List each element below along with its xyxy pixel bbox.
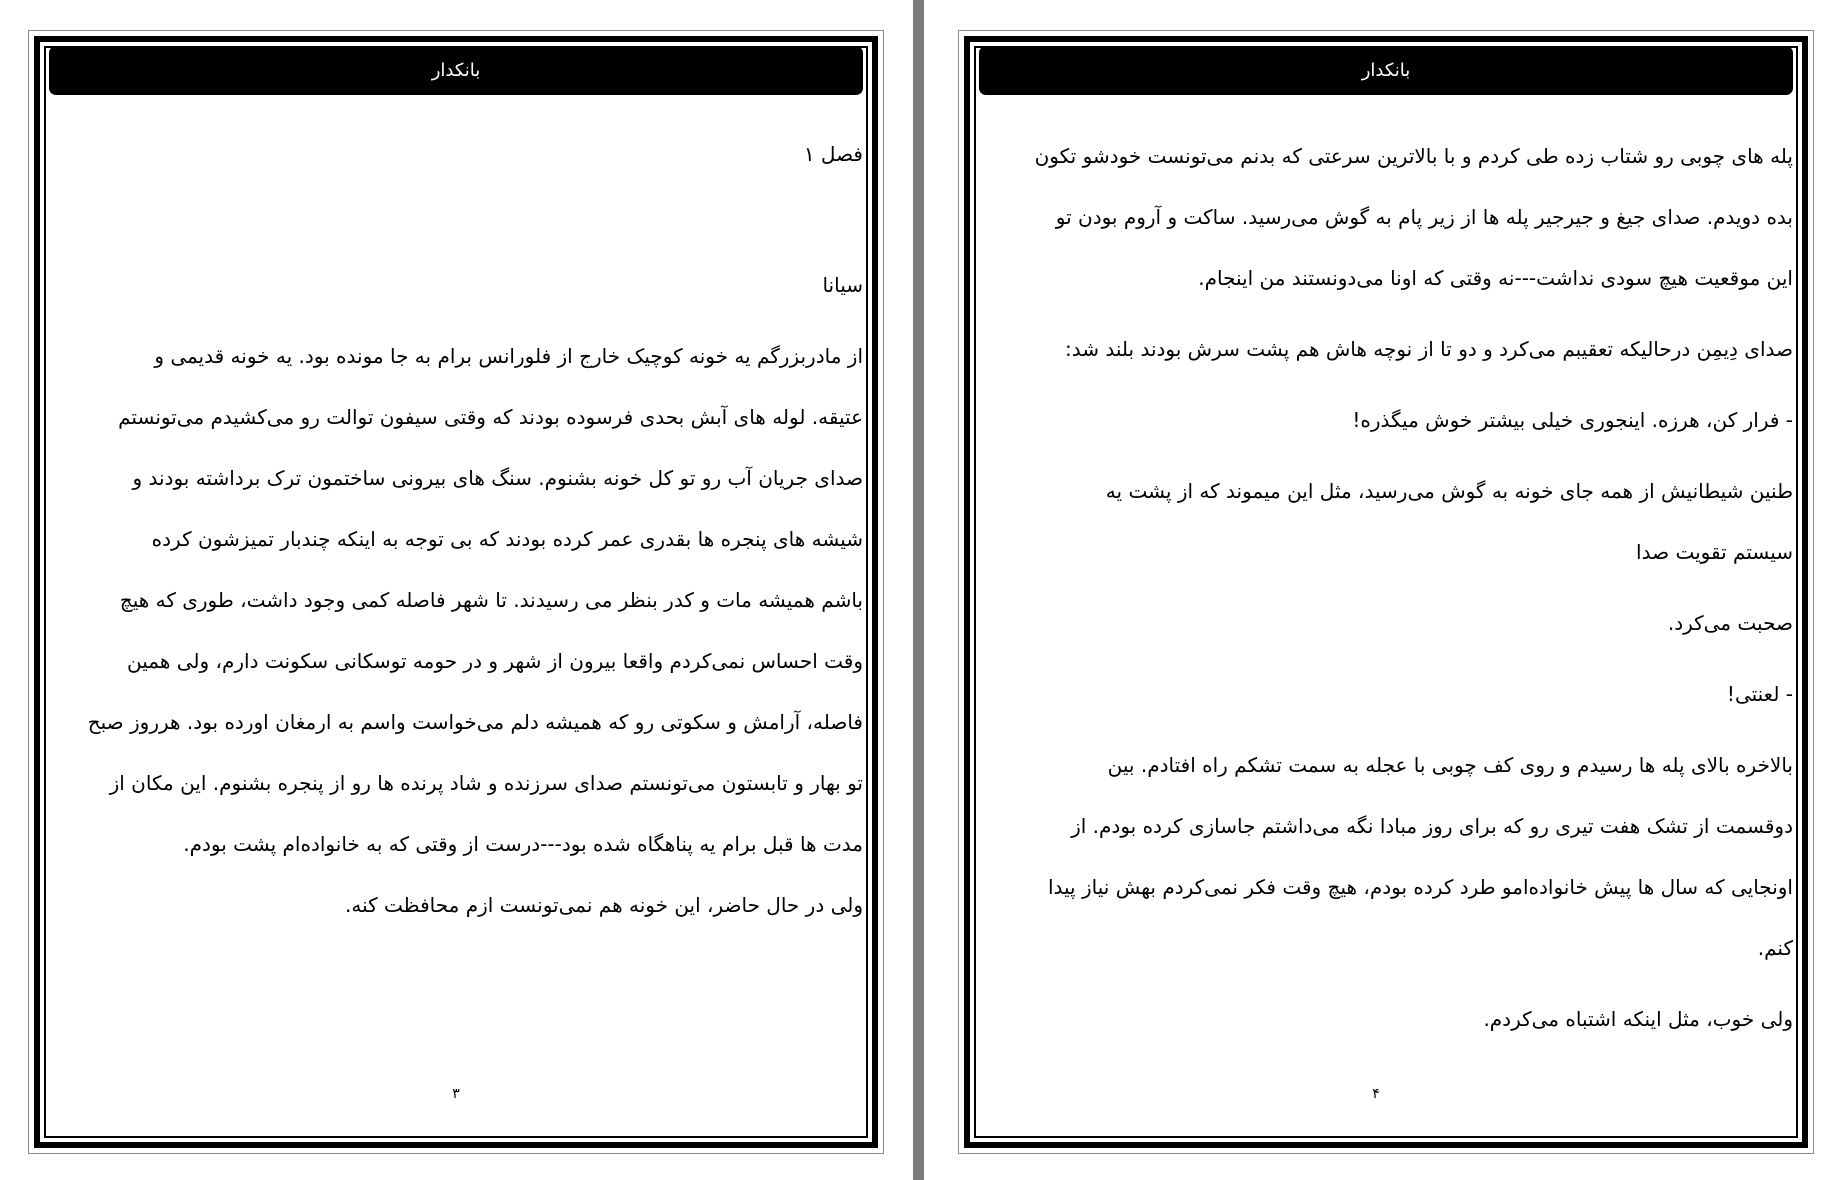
text-line: وقت احساس نمی‌کردم واقعا بیرون از شهر و در حومه توسکانی سکونت دارم، ولی همین	[127, 649, 863, 673]
text-line: صدای جریان آب رو تو کل خونه بشنوم. سنگ های بیرونی ساختمون ترک برداشته بودند و	[132, 466, 863, 490]
text-line: بده دویدم. صدای جیغ و جیرجیر پله ها از زیر پام به گوش می‌رسید. ساکت و آروم بودن تو	[1055, 205, 1793, 229]
text-line: پله های چوبی رو شتاب زده طی کردم و با بالاترین سرعتی که بدنم می‌تونست خودشو تکون	[1034, 144, 1793, 168]
text-line: دوقسمت از تشک هفت تیری رو که برای روز مبادا نگه می‌داشتم جاسازی کرده بودم. از	[1071, 814, 1793, 838]
text-line: عتیقه. لوله های آبش بحدی فرسوده بودند که وقتی سیفون توالت رو می‌کشیدم می‌تونستم	[118, 405, 863, 429]
paragraph	[1029, 126, 1793, 309]
text-line: از مادربزرگم یه خونه کوچیک خارج از فلورانس برام به جا مونده بود. یه خونه قدیمی و	[154, 344, 863, 368]
text-line: صدای دِیمِن درحالیکه تعقیبم می‌کرد و دو تا از نوچه هاش هم پشت سرش بودند بلند شد:	[1065, 337, 1793, 361]
page-number: ۴	[1372, 1086, 1380, 1102]
page-body	[1029, 126, 1793, 1050]
running-header: بانکدار	[979, 46, 1793, 95]
text-line: باشم همیشه مات و کدر بنظر می رسیدند. تا شهر فاصله کمی وجود داشت، طوری که هیچ	[119, 588, 863, 612]
paragraph	[1029, 989, 1793, 1050]
paragraph	[1029, 735, 1793, 979]
paragraph	[1029, 461, 1793, 583]
text-line: این موقعیت هیچ سودی نداشت---نه وقتی که اونا می‌دونستند من اینجام.	[1198, 266, 1793, 290]
dialogue-line	[1029, 664, 1793, 725]
text-line: شیشه های پنجره ها بقدری عمر کرده بودند که بی توجه به اینکه چندبار تمیزشون کرده	[151, 527, 863, 551]
text-line: طنین شیطانیش از همه جای خونه به گوش می‌رسید، مثل این میموند که از پشت یه	[1105, 479, 1793, 503]
text-line: ولی در حال حاضر، این خونه هم نمی‌تونست ازم محافظت کنه.	[345, 893, 863, 917]
paragraph	[109, 875, 863, 936]
page-number: ۳	[452, 1086, 460, 1102]
text-line: صحبت می‌کرد.	[1667, 611, 1793, 635]
text-line: - لعنتی!	[1726, 682, 1793, 706]
text-line: کنم.	[1757, 936, 1793, 960]
paragraph	[87, 326, 863, 875]
chapter-title: فصل ۱	[803, 142, 863, 166]
chapter-subtitle: سیانا	[822, 273, 863, 297]
text-line: مدت ها قبل برام یه پناهگاه شده بود---درست از وقتی که به خانواده‌ام پشت بودم.	[183, 832, 863, 856]
text-line: ولی خوب، مثل اینکه اشتباه می‌کردم.	[1483, 1007, 1793, 1031]
page-3	[28, 30, 884, 1154]
page-4	[958, 30, 1814, 1154]
running-header: بانکدار	[49, 46, 863, 95]
text-line: سیستم تقویت صدا	[1636, 540, 1793, 564]
dialogue-line	[1029, 390, 1793, 451]
text-line: بالاخره بالای پله ها رسیدم و روی کف چوبی با عجله به سمت تشکم راه افتادم. بین	[1107, 753, 1793, 777]
text-line: اونجایی که سال ها پیش خانواده‌امو طرد کرده بودم، هیچ وقت فکر نمی‌کردم بهش نیاز پیدا	[1047, 875, 1793, 899]
page-gutter	[913, 0, 924, 1180]
text-line: - فرار کن، هرزه. اینجوری خیلی بیشتر خوش میگذره!	[1352, 408, 1793, 432]
text-line: تو بهار و تابستون می‌تونستم صدای سرزنده و شاد پرنده ها رو از پنجره بشنوم. این مکان از	[109, 771, 863, 795]
paragraph	[1029, 319, 1793, 380]
paragraph	[1029, 593, 1793, 654]
page-body	[87, 124, 863, 936]
text-line: فاصله، آرامش و سکوتی رو که همیشه دلم می‌خواست واسم به ارمغان اورده بود. هرروز صبح	[87, 710, 863, 734]
